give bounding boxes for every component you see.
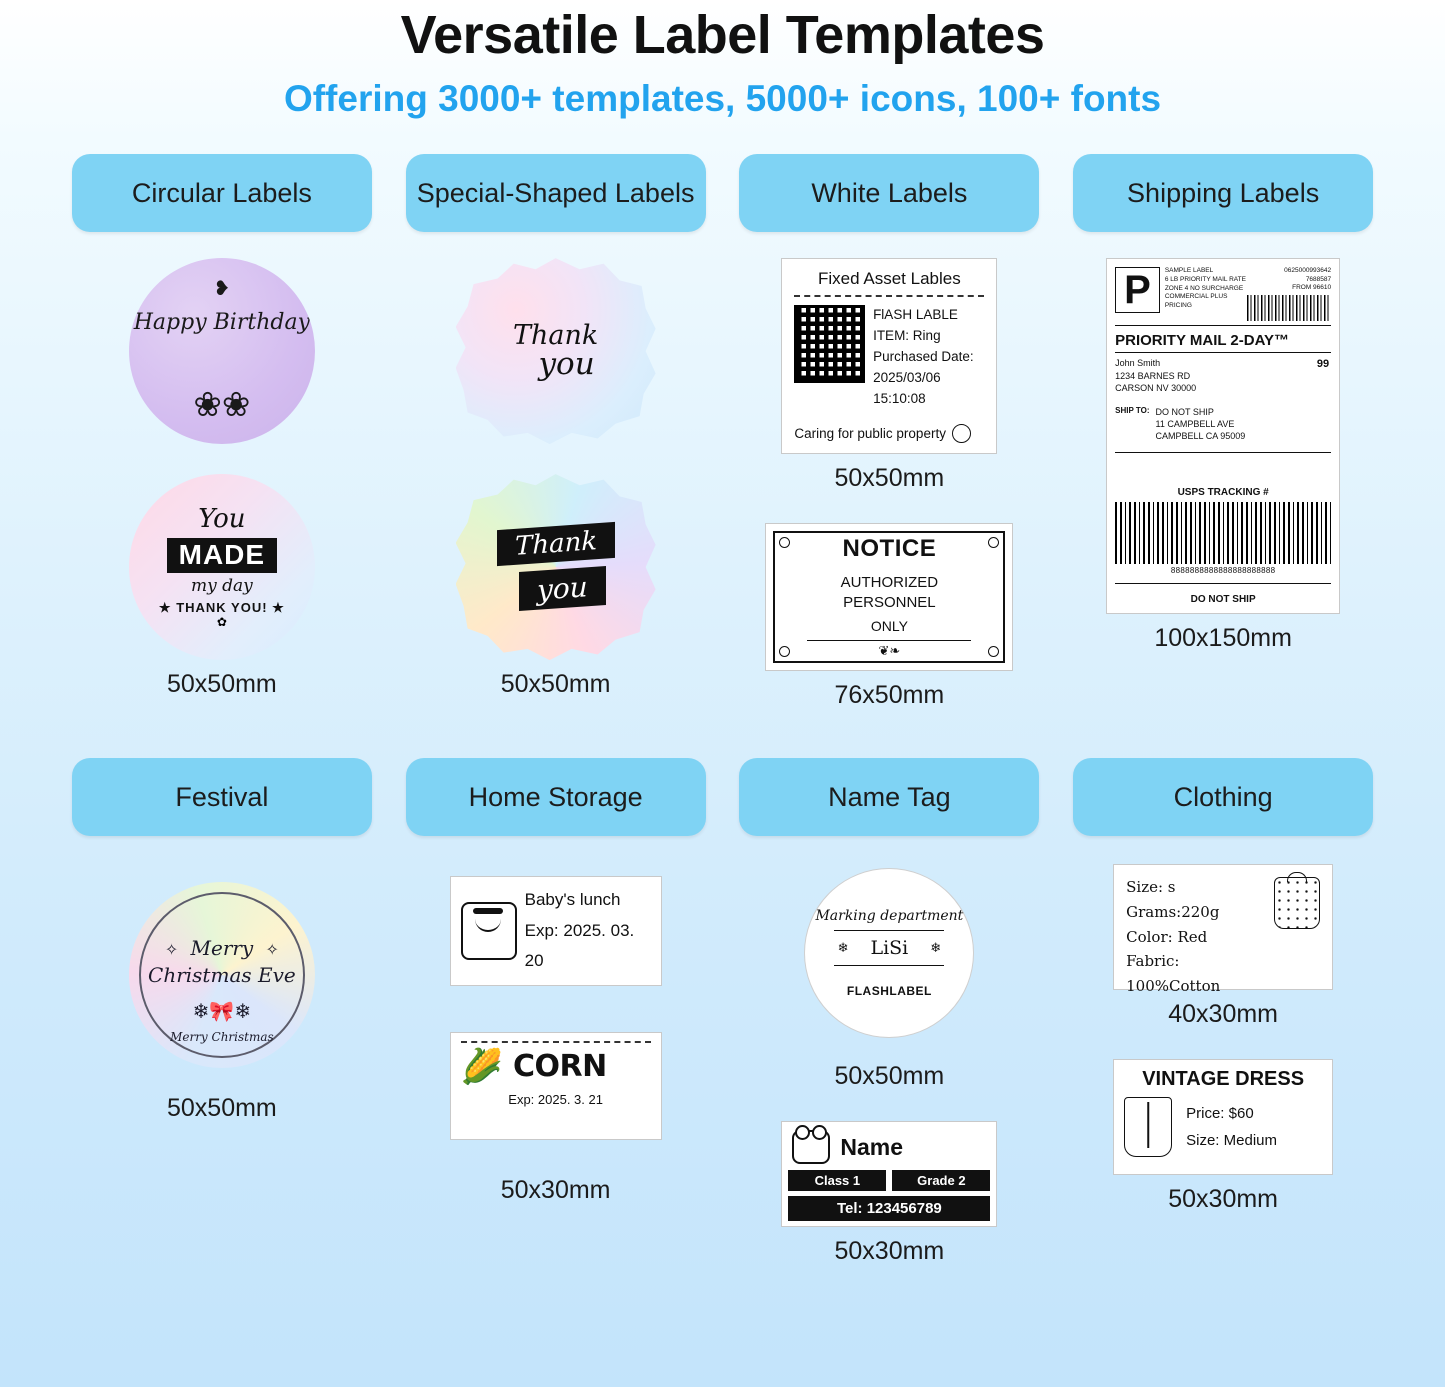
white-items bbox=[732, 258, 1048, 710]
thankyou-line2: you bbox=[538, 346, 595, 383]
cloth-color: Color: Red bbox=[1126, 927, 1208, 946]
clothing-items bbox=[1065, 864, 1381, 1214]
code-top: 0625000993642 bbox=[1284, 267, 1332, 275]
rose-icon: ❀❀ bbox=[193, 386, 251, 425]
merry-line2: Christmas Eve bbox=[148, 963, 296, 988]
zone-number: 99 bbox=[1316, 358, 1330, 371]
notice-line3: ONLY bbox=[870, 618, 908, 635]
corner-deco-icon bbox=[988, 646, 999, 657]
divider bbox=[807, 640, 971, 641]
size-home-storage: 50x30mm bbox=[500, 1176, 611, 1205]
divider bbox=[834, 965, 944, 966]
size-white-1: 50x50mm bbox=[834, 464, 945, 493]
notice-title: NOTICE bbox=[842, 535, 937, 563]
label-merry-christmas[interactable] bbox=[129, 882, 315, 1068]
divider bbox=[794, 295, 984, 297]
corn-icon: 🌽 bbox=[460, 1047, 503, 1086]
section-white bbox=[732, 154, 1048, 710]
cloth-size: Size: s bbox=[1126, 878, 1176, 897]
circular-items bbox=[64, 258, 380, 699]
category-pill-white[interactable]: White Labels bbox=[739, 154, 1039, 232]
label-happy-birthday[interactable] bbox=[129, 258, 315, 444]
child-face-icon bbox=[461, 902, 517, 960]
special-shaped-items bbox=[398, 258, 714, 699]
sparkle-icon: ✧ bbox=[164, 942, 179, 960]
thank-you-script bbox=[513, 320, 599, 383]
sample-label-text: SAMPLE LABEL bbox=[1164, 267, 1214, 275]
dress-icon bbox=[1274, 877, 1320, 929]
merry-sub: Merry Christmas bbox=[170, 1030, 274, 1045]
from-street: 1234 BARNES RD bbox=[1115, 370, 1191, 381]
asset-footer-text: Caring for public property bbox=[794, 425, 946, 441]
section-shipping bbox=[1065, 154, 1381, 710]
barcode-large-icon bbox=[1115, 502, 1331, 564]
asset-purchased-value: 2025/03/06 15:10:08 bbox=[873, 369, 941, 406]
templates-grid-row2 bbox=[0, 758, 1445, 1266]
rate-line-2: ZONE 4 NO SURCHARGE bbox=[1164, 284, 1244, 292]
barcode-small-icon bbox=[1247, 295, 1331, 321]
asset-subtitle: FlASH LABLE bbox=[873, 307, 958, 323]
qr-code-icon bbox=[794, 305, 865, 383]
made-line3: my day bbox=[191, 575, 253, 596]
flourish-icon: ❦❧ bbox=[878, 643, 901, 659]
page-title: Versatile Label Templates bbox=[400, 5, 1045, 65]
shipping-items bbox=[1065, 258, 1381, 653]
nametag-department: Marking department bbox=[815, 908, 964, 925]
label-you-made-my-day[interactable] bbox=[129, 474, 315, 660]
label-thank-you-watercolor[interactable] bbox=[456, 258, 656, 444]
vintage-title: VINTAGE DRESS bbox=[1142, 1068, 1305, 1091]
label-shipping[interactable] bbox=[1106, 258, 1340, 614]
thankyou-line1: Thank bbox=[513, 320, 599, 352]
label-vintage-dress[interactable] bbox=[1113, 1059, 1333, 1175]
asset-title: Fixed Asset Lables bbox=[818, 269, 961, 289]
rate-line-1: 6 LB PRIORITY MAIL RATE bbox=[1164, 275, 1246, 283]
vintage-size: Size: Medium bbox=[1186, 1132, 1277, 1150]
asset-item: ITEM: Ring bbox=[873, 328, 941, 343]
heart-icon: ❥ bbox=[213, 278, 231, 301]
nametag-brand: FLASHLABEL bbox=[846, 984, 932, 999]
corner-deco-icon bbox=[779, 537, 790, 548]
label-corn[interactable] bbox=[450, 1032, 662, 1140]
sleigh-icon: ❄🎀❄ bbox=[192, 1001, 252, 1024]
label-name-tag-rect[interactable] bbox=[781, 1121, 997, 1227]
corn-exp: Exp: 2025. 3. 21 bbox=[508, 1092, 603, 1108]
size-clothing-2: 50x30mm bbox=[1168, 1185, 1278, 1214]
page-header bbox=[0, 0, 1445, 120]
tracking-label: USPS TRACKING # bbox=[1177, 487, 1269, 499]
name-field-label: Name bbox=[840, 1133, 904, 1160]
category-pill-special-shaped[interactable]: Special-Shaped Labels bbox=[406, 154, 706, 232]
smiley-icon bbox=[952, 424, 971, 443]
shipping-footer: DO NOT SHIP bbox=[1115, 583, 1331, 605]
from-city: CARSON NV 30000 bbox=[1115, 382, 1197, 393]
section-name-tag bbox=[732, 758, 1048, 1266]
bear-icon bbox=[792, 1130, 830, 1164]
label-name-tag-round[interactable] bbox=[804, 868, 974, 1038]
category-pill-name-tag[interactable]: Name Tag bbox=[739, 758, 1039, 836]
postage-mark: P bbox=[1115, 267, 1160, 313]
size-circular: 50x50mm bbox=[166, 670, 277, 699]
baby-line2: Exp: 2025. 03. 20 bbox=[524, 920, 635, 971]
banner-line2: you bbox=[519, 566, 606, 611]
snowflake-icon: ❄ bbox=[837, 940, 849, 956]
section-circular bbox=[64, 154, 380, 710]
label-thank-you-banner[interactable] bbox=[456, 474, 656, 660]
made-line1: You bbox=[198, 504, 246, 535]
grade-chip: Grade 2 bbox=[892, 1170, 990, 1191]
cloth-fabric: Fabric: 100%Cotton bbox=[1126, 952, 1221, 996]
to-city: CAMPBELL CA 95009 bbox=[1155, 431, 1246, 442]
happy-birthday-text: Happy Birthday bbox=[133, 310, 310, 336]
divider bbox=[834, 930, 944, 931]
code-mid: 7688587 bbox=[1305, 275, 1332, 283]
notice-line2: PERSONNEL bbox=[843, 593, 936, 611]
corner-deco-icon bbox=[779, 646, 790, 657]
divider bbox=[461, 1041, 651, 1043]
size-white-2: 76x50mm bbox=[834, 681, 945, 710]
size-shipping: 100x150mm bbox=[1154, 624, 1292, 653]
made-line4: ★ THANK YOU! ★ bbox=[158, 600, 285, 616]
thank-you-banner bbox=[497, 526, 615, 608]
to-note: DO NOT SHIP bbox=[1155, 406, 1214, 417]
section-festival bbox=[64, 758, 380, 1266]
corn-word: CORN bbox=[512, 1049, 607, 1085]
asset-purchased-label: Purchased Date: bbox=[873, 348, 974, 364]
category-pill-clothing[interactable]: Clothing bbox=[1073, 758, 1373, 836]
size-festival: 50x50mm bbox=[166, 1094, 277, 1123]
size-clothing-1: 40x30mm bbox=[1168, 1000, 1278, 1029]
baby-line1: Baby's lunch bbox=[524, 890, 621, 910]
from-name: John Smith bbox=[1115, 358, 1161, 369]
flower-icon: ✿ bbox=[216, 614, 227, 629]
made-line2: MADE bbox=[167, 538, 277, 573]
tel-bar: Tel: 123456789 bbox=[788, 1196, 990, 1221]
name-tag-items bbox=[732, 868, 1048, 1266]
to-street: 11 CAMPBELL AVE bbox=[1155, 418, 1235, 429]
nametag-name: LiSi bbox=[870, 937, 909, 960]
category-pill-festival[interactable]: Festival bbox=[72, 758, 372, 836]
ship-to-label: SHIP TO: bbox=[1115, 405, 1150, 415]
tracking-number: 8888888888888888888888 bbox=[1170, 566, 1276, 576]
banner-line1: Thank bbox=[497, 522, 615, 566]
templates-grid bbox=[0, 154, 1445, 710]
size-name-tag-1: 50x50mm bbox=[834, 1062, 945, 1091]
label-notice[interactable] bbox=[765, 523, 1013, 671]
label-clothing-spec[interactable] bbox=[1113, 864, 1333, 996]
vintage-price: Price: $60 bbox=[1186, 1105, 1254, 1123]
section-clothing bbox=[1065, 758, 1381, 1266]
size-name-tag-2: 50x30mm bbox=[834, 1237, 945, 1266]
size-special-shaped: 50x50mm bbox=[500, 670, 611, 699]
label-fixed-asset[interactable] bbox=[781, 258, 997, 454]
category-pill-circular[interactable]: Circular Labels bbox=[72, 154, 372, 232]
category-pill-home-storage[interactable]: Home Storage bbox=[406, 758, 706, 836]
snowflake-icon: ❄ bbox=[930, 940, 942, 956]
cloth-grams: Grams:220g bbox=[1126, 902, 1220, 921]
sparkle-icon: ✧ bbox=[265, 942, 279, 960]
corner-deco-icon bbox=[988, 537, 999, 548]
page-subtitle: Offering 3000+ templates, 5000+ icons, 100+ fonts bbox=[283, 78, 1162, 120]
section-special-shaped bbox=[398, 154, 714, 710]
merry-line1: Merry bbox=[190, 936, 254, 961]
section-home-storage bbox=[398, 758, 714, 1266]
code-bottom: FROM 96610 bbox=[1292, 283, 1332, 291]
class-chip: Class 1 bbox=[788, 1170, 886, 1191]
dress-icon bbox=[1124, 1097, 1172, 1157]
festival-items bbox=[64, 882, 380, 1123]
label-babys-lunch[interactable] bbox=[450, 876, 662, 986]
rate-line-3: COMMERCIAL PLUS PRICING bbox=[1164, 293, 1228, 310]
home-storage-items bbox=[398, 876, 714, 1205]
category-pill-shipping[interactable]: Shipping Labels bbox=[1073, 154, 1373, 232]
notice-line1: AUTHORIZED bbox=[840, 574, 939, 592]
service-name: PRIORITY MAIL 2-DAY™ bbox=[1115, 332, 1331, 353]
